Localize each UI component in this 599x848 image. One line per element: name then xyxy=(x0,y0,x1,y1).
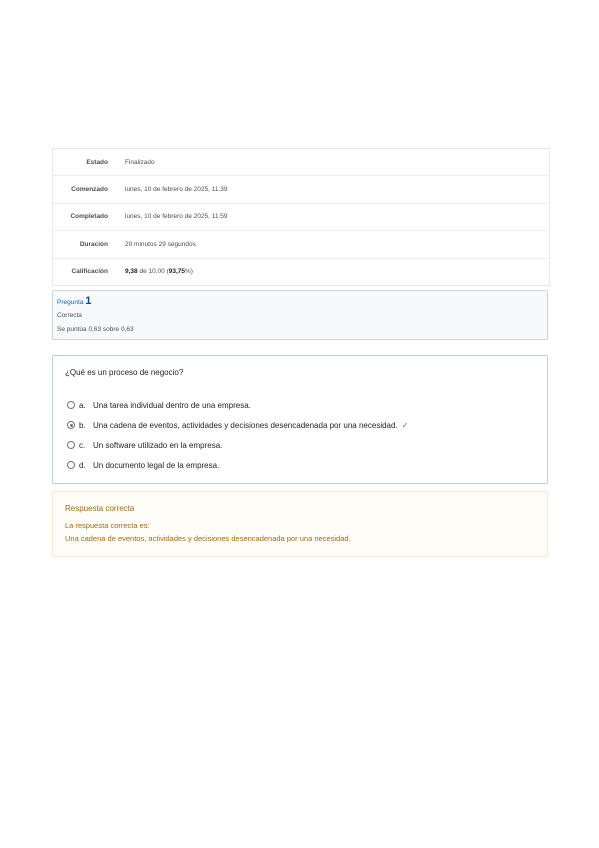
answer-text: Una cadena de eventos, actividades y decisiones desencadenada por una necesidad. xyxy=(93,420,398,430)
summary-value: lunes, 10 de febrero de 2025, 11:59 xyxy=(125,213,228,221)
summary-label: Calificación xyxy=(71,268,108,276)
question-info xyxy=(52,290,548,340)
question-number-value: 1 xyxy=(85,295,92,307)
grade-end: %) xyxy=(185,268,193,276)
summary-row-state xyxy=(53,149,549,175)
answer-text: Un software utilizado en la empresa. xyxy=(93,440,223,450)
summary-label: Duración xyxy=(79,240,108,248)
question-label: Pregunta xyxy=(57,299,84,306)
radio-button[interactable] xyxy=(67,441,75,449)
radio-button-checked[interactable] xyxy=(67,421,75,429)
feedback-title: Respuesta correcta xyxy=(65,504,135,513)
answer-text: Un documento legal de la empresa. xyxy=(93,460,220,470)
summary-value: lunes, 10 de febrero de 2025, 11:39 xyxy=(125,186,228,194)
feedback-text: Una cadena de eventos, actividades y decisiones desencadenada por una necesidad. xyxy=(65,534,351,543)
answer-letter: b. xyxy=(79,420,86,430)
feedback-box xyxy=(52,491,548,557)
answer-option-a[interactable] xyxy=(67,395,408,415)
summary-label: Completado xyxy=(70,213,108,221)
feedback-label: La respuesta correcta es: xyxy=(65,521,150,530)
answer-text: Una tarea individual dentro de una empresa. xyxy=(93,400,251,410)
summary-row-started xyxy=(53,175,549,202)
attempt-summary-table xyxy=(52,148,550,286)
question-grade: Se puntúa 0,63 sobre 0,63 xyxy=(57,326,134,333)
answer-option-d[interactable] xyxy=(67,455,408,475)
question-state: Correcta xyxy=(57,312,82,319)
check-icon: ✓ xyxy=(401,420,409,430)
summary-label: Comenzado xyxy=(71,186,108,194)
summary-grade-value xyxy=(125,268,193,275)
radio-button[interactable] xyxy=(67,461,75,469)
grade-middle: de 10,00 ( xyxy=(137,268,169,276)
question-formulation xyxy=(52,355,548,484)
answer-letter: c. xyxy=(79,440,86,450)
summary-value: Finalizado xyxy=(125,158,155,166)
question-text: ¿Qué es un proceso de negocio? xyxy=(65,368,184,377)
summary-row-completed xyxy=(53,203,549,230)
answer-option-c[interactable] xyxy=(67,435,408,455)
answer-option-b[interactable] xyxy=(67,415,408,435)
question-number xyxy=(57,295,91,307)
summary-value: 20 minutos 29 segundos xyxy=(125,240,196,248)
answer-letter: a. xyxy=(79,400,86,410)
answer-letter: d. xyxy=(79,460,86,470)
grade-percent: 93,75 xyxy=(168,268,186,276)
answer-list xyxy=(67,395,408,475)
summary-label: Estado xyxy=(86,158,108,166)
grade-score: 9,38 xyxy=(125,268,138,276)
summary-row-duration xyxy=(53,230,549,257)
radio-button[interactable] xyxy=(67,401,75,409)
summary-row-grade xyxy=(53,258,549,285)
